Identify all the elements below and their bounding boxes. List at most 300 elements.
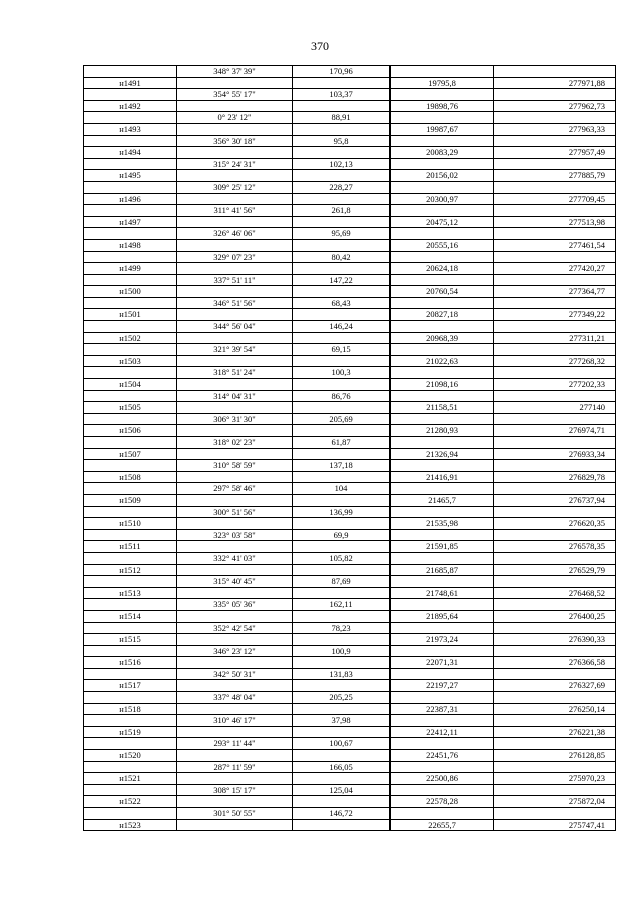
x-cell-empty — [391, 761, 494, 773]
x-cell-empty — [391, 784, 494, 796]
x-coordinate: 19898,76 — [391, 100, 494, 112]
length-cell-empty — [293, 634, 390, 646]
length-cell-empty — [293, 518, 390, 530]
x-coordinate: 22451,76 — [391, 750, 494, 762]
segment-row — [84, 761, 616, 773]
x-cell-empty — [391, 668, 494, 680]
angle-cell-empty — [177, 425, 293, 437]
point-row — [84, 448, 616, 460]
y-coordinate: 277513,98 — [494, 216, 616, 228]
x-coordinate: 20300,97 — [391, 193, 494, 205]
direction-angle: 346° 51' 56" — [177, 297, 293, 309]
y-coordinate: 277957,49 — [494, 147, 616, 159]
angle-cell-empty — [177, 819, 293, 831]
y-cell-empty — [494, 668, 616, 680]
angle-cell-empty — [177, 541, 293, 553]
direction-angle: 297° 58' 46" — [177, 483, 293, 495]
point-cell-empty — [84, 66, 177, 78]
x-coordinate: 21973,24 — [391, 634, 494, 646]
point-cell-empty — [84, 437, 177, 449]
direction-angle: 337° 51' 11" — [177, 274, 293, 286]
point-id: н1504 — [84, 379, 177, 391]
point-row — [84, 680, 616, 692]
direction-angle: 314° 04' 31" — [177, 390, 293, 402]
x-coordinate: 20968,39 — [391, 332, 494, 344]
segment-row — [84, 158, 616, 170]
point-row — [84, 471, 616, 483]
x-coordinate: 22578,28 — [391, 796, 494, 808]
point-row — [84, 634, 616, 646]
angle-cell-empty — [177, 379, 293, 391]
direction-angle: 348° 37' 39" — [177, 66, 293, 78]
x-coordinate: 21685,87 — [391, 564, 494, 576]
angle-cell-empty — [177, 123, 293, 135]
x-cell-empty — [391, 599, 494, 611]
point-id: н1519 — [84, 726, 177, 738]
point-row — [84, 750, 616, 762]
point-cell-empty — [84, 599, 177, 611]
point-cell-empty — [84, 784, 177, 796]
point-row — [84, 123, 616, 135]
length-cell-empty — [293, 263, 390, 275]
direction-angle: 308° 15' 17" — [177, 784, 293, 796]
point-id: н1502 — [84, 332, 177, 344]
point-row — [84, 610, 616, 622]
y-coordinate: 277140 — [494, 402, 616, 414]
x-cell-empty — [391, 437, 494, 449]
y-cell-empty — [494, 89, 616, 101]
direction-angle: 301° 50' 55" — [177, 808, 293, 820]
y-coordinate: 276221,38 — [494, 726, 616, 738]
point-id: н1522 — [84, 796, 177, 808]
x-coordinate: 20156,02 — [391, 170, 494, 182]
length-cell-empty — [293, 77, 390, 89]
y-coordinate: 276974,71 — [494, 425, 616, 437]
direction-angle: 287° 11' 59" — [177, 761, 293, 773]
x-cell-empty — [391, 483, 494, 495]
angle-cell-empty — [177, 332, 293, 344]
point-id: н1516 — [84, 657, 177, 669]
y-cell-empty — [494, 297, 616, 309]
segment-row — [84, 251, 616, 263]
point-row — [84, 425, 616, 437]
point-cell-empty — [84, 321, 177, 333]
direction-angle: 300° 51' 56" — [177, 506, 293, 518]
angle-cell-empty — [177, 216, 293, 228]
segment-row — [84, 367, 616, 379]
x-coordinate: 21535,98 — [391, 518, 494, 530]
point-id: н1501 — [84, 309, 177, 321]
segment-length: 100,9 — [293, 645, 390, 657]
length-cell-empty — [293, 170, 390, 182]
angle-cell-empty — [177, 634, 293, 646]
segment-row — [84, 344, 616, 356]
x-cell-empty — [391, 135, 494, 147]
y-coordinate: 276128,85 — [494, 750, 616, 762]
point-row — [84, 286, 616, 298]
length-cell-empty — [293, 216, 390, 228]
y-coordinate: 276620,35 — [494, 518, 616, 530]
x-cell-empty — [391, 622, 494, 634]
y-coordinate: 276578,35 — [494, 541, 616, 553]
x-cell-empty — [391, 576, 494, 588]
x-cell-empty — [391, 390, 494, 402]
segment-row — [84, 506, 616, 518]
x-cell-empty — [391, 738, 494, 750]
point-cell-empty — [84, 181, 177, 193]
y-coordinate: 275872,04 — [494, 796, 616, 808]
y-coordinate: 276468,52 — [494, 587, 616, 599]
segment-length: 87,69 — [293, 576, 390, 588]
segment-row — [84, 622, 616, 634]
length-cell-empty — [293, 123, 390, 135]
point-id: н1512 — [84, 564, 177, 576]
angle-cell-empty — [177, 355, 293, 367]
point-id: н1498 — [84, 239, 177, 251]
point-row — [84, 239, 616, 251]
angle-cell-empty — [177, 680, 293, 692]
y-cell-empty — [494, 738, 616, 750]
angle-cell-empty — [177, 100, 293, 112]
segment-length: 170,96 — [293, 66, 390, 78]
x-cell-empty — [391, 158, 494, 170]
point-row — [84, 726, 616, 738]
y-coordinate: 277202,33 — [494, 379, 616, 391]
segment-length: 146,24 — [293, 321, 390, 333]
segment-length: 88,91 — [293, 112, 390, 124]
y-coordinate: 276250,14 — [494, 703, 616, 715]
x-coordinate: 21022,63 — [391, 355, 494, 367]
x-coordinate: 22412,11 — [391, 726, 494, 738]
segment-length: 228,27 — [293, 181, 390, 193]
segment-length: 61,87 — [293, 437, 390, 449]
x-coordinate: 22071,31 — [391, 657, 494, 669]
y-cell-empty — [494, 66, 616, 78]
angle-cell-empty — [177, 193, 293, 205]
point-cell-empty — [84, 344, 177, 356]
point-row — [84, 77, 616, 89]
point-id: н1518 — [84, 703, 177, 715]
y-cell-empty — [494, 112, 616, 124]
point-cell-empty — [84, 622, 177, 634]
point-row — [84, 494, 616, 506]
point-row — [84, 402, 616, 414]
x-coordinate: 19987,67 — [391, 123, 494, 135]
segment-length: 136,99 — [293, 506, 390, 518]
point-row — [84, 332, 616, 344]
y-coordinate: 277420,27 — [494, 263, 616, 275]
x-coordinate: 21280,93 — [391, 425, 494, 437]
y-cell-empty — [494, 135, 616, 147]
angle-cell-empty — [177, 587, 293, 599]
x-cell-empty — [391, 181, 494, 193]
segment-row — [84, 321, 616, 333]
direction-angle: 315° 24' 31" — [177, 158, 293, 170]
segment-row — [84, 135, 616, 147]
x-cell-empty — [391, 645, 494, 657]
length-cell-empty — [293, 819, 390, 831]
angle-cell-empty — [177, 726, 293, 738]
length-cell-empty — [293, 750, 390, 762]
x-coordinate: 21326,94 — [391, 448, 494, 460]
x-coordinate: 21748,61 — [391, 587, 494, 599]
segment-row — [84, 390, 616, 402]
direction-angle: 323° 03' 58" — [177, 529, 293, 541]
y-cell-empty — [494, 576, 616, 588]
x-coordinate: 21416,91 — [391, 471, 494, 483]
length-cell-empty — [293, 726, 390, 738]
y-coordinate: 276737,94 — [494, 494, 616, 506]
point-id: н1496 — [84, 193, 177, 205]
y-coordinate: 277349,22 — [494, 309, 616, 321]
segment-row — [84, 228, 616, 240]
point-cell-empty — [84, 367, 177, 379]
x-coordinate: 21098,16 — [391, 379, 494, 391]
y-coordinate: 276529,79 — [494, 564, 616, 576]
x-cell-empty — [391, 251, 494, 263]
point-cell-empty — [84, 483, 177, 495]
segment-length: 69,15 — [293, 344, 390, 356]
segment-length: 102,13 — [293, 158, 390, 170]
length-cell-empty — [293, 193, 390, 205]
length-cell-empty — [293, 564, 390, 576]
y-coordinate: 276933,34 — [494, 448, 616, 460]
length-cell-empty — [293, 587, 390, 599]
point-cell-empty — [84, 413, 177, 425]
coordinates-table — [83, 65, 616, 831]
point-cell-empty — [84, 251, 177, 263]
point-row — [84, 216, 616, 228]
y-cell-empty — [494, 622, 616, 634]
direction-angle: 352° 42' 54" — [177, 622, 293, 634]
point-id: н1520 — [84, 750, 177, 762]
segment-row — [84, 66, 616, 78]
point-id: н1517 — [84, 680, 177, 692]
direction-angle: 326° 46' 06" — [177, 228, 293, 240]
segment-length: 80,42 — [293, 251, 390, 263]
segment-row — [84, 437, 616, 449]
segment-row — [84, 205, 616, 217]
point-row — [84, 379, 616, 391]
y-cell-empty — [494, 552, 616, 564]
segment-row — [84, 645, 616, 657]
direction-angle: 337° 48' 04" — [177, 692, 293, 704]
segment-length: 137,18 — [293, 460, 390, 472]
point-id: н1499 — [84, 263, 177, 275]
point-id: н1491 — [84, 77, 177, 89]
y-cell-empty — [494, 321, 616, 333]
direction-angle: 293° 11' 44" — [177, 738, 293, 750]
segment-row — [84, 576, 616, 588]
x-coordinate: 20760,54 — [391, 286, 494, 298]
direction-angle: 310° 58' 59" — [177, 460, 293, 472]
point-row — [84, 703, 616, 715]
length-cell-empty — [293, 773, 390, 785]
point-id: н1509 — [84, 494, 177, 506]
point-row — [84, 518, 616, 530]
segment-row — [84, 692, 616, 704]
length-cell-empty — [293, 796, 390, 808]
x-cell-empty — [391, 89, 494, 101]
direction-angle: 354° 55' 17" — [177, 89, 293, 101]
x-cell-empty — [391, 506, 494, 518]
y-coordinate: 277311,21 — [494, 332, 616, 344]
y-cell-empty — [494, 413, 616, 425]
segment-row — [84, 668, 616, 680]
y-cell-empty — [494, 715, 616, 727]
segment-length: 205,69 — [293, 413, 390, 425]
y-cell-empty — [494, 599, 616, 611]
y-cell-empty — [494, 692, 616, 704]
segment-length: 166,05 — [293, 761, 390, 773]
y-cell-empty — [494, 251, 616, 263]
length-cell-empty — [293, 494, 390, 506]
point-cell-empty — [84, 529, 177, 541]
x-cell-empty — [391, 274, 494, 286]
point-id: н1503 — [84, 355, 177, 367]
y-cell-empty — [494, 205, 616, 217]
angle-cell-empty — [177, 750, 293, 762]
length-cell-empty — [293, 680, 390, 692]
y-cell-empty — [494, 761, 616, 773]
x-coordinate: 20555,16 — [391, 239, 494, 251]
direction-angle: 356° 30' 18" — [177, 135, 293, 147]
segment-length: 131,83 — [293, 668, 390, 680]
length-cell-empty — [293, 541, 390, 553]
segment-length: 100,3 — [293, 367, 390, 379]
segment-length: 95,8 — [293, 135, 390, 147]
point-row — [84, 263, 616, 275]
length-cell-empty — [293, 703, 390, 715]
point-cell-empty — [84, 158, 177, 170]
x-cell-empty — [391, 344, 494, 356]
segment-row — [84, 274, 616, 286]
x-coordinate: 21895,64 — [391, 610, 494, 622]
point-cell-empty — [84, 112, 177, 124]
y-coordinate: 275970,23 — [494, 773, 616, 785]
point-cell-empty — [84, 645, 177, 657]
point-id: н1510 — [84, 518, 177, 530]
segment-length: 205,25 — [293, 692, 390, 704]
length-cell-empty — [293, 332, 390, 344]
segment-row — [84, 529, 616, 541]
point-cell-empty — [84, 576, 177, 588]
point-cell-empty — [84, 715, 177, 727]
x-coordinate: 20827,18 — [391, 309, 494, 321]
direction-angle: 342° 50' 31" — [177, 668, 293, 680]
x-cell-empty — [391, 413, 494, 425]
y-cell-empty — [494, 483, 616, 495]
y-coordinate: 277963,33 — [494, 123, 616, 135]
direction-angle: 311° 41' 56" — [177, 205, 293, 217]
y-coordinate: 276829,78 — [494, 471, 616, 483]
x-coordinate: 22655,7 — [391, 819, 494, 831]
point-row — [84, 657, 616, 669]
point-row — [84, 587, 616, 599]
segment-length: 86,76 — [293, 390, 390, 402]
point-cell-empty — [84, 274, 177, 286]
point-id: н1508 — [84, 471, 177, 483]
angle-cell-empty — [177, 448, 293, 460]
page-number: 370 — [311, 39, 329, 53]
point-id: н1500 — [84, 286, 177, 298]
segment-length: 68,43 — [293, 297, 390, 309]
point-cell-empty — [84, 761, 177, 773]
y-cell-empty — [494, 437, 616, 449]
point-row — [84, 564, 616, 576]
y-cell-empty — [494, 506, 616, 518]
point-cell-empty — [84, 228, 177, 240]
direction-angle: 310° 46' 17" — [177, 715, 293, 727]
point-cell-empty — [84, 460, 177, 472]
segment-length: 37,98 — [293, 715, 390, 727]
x-cell-empty — [391, 808, 494, 820]
point-row — [84, 100, 616, 112]
point-cell-empty — [84, 297, 177, 309]
y-coordinate: 276400,25 — [494, 610, 616, 622]
length-cell-empty — [293, 286, 390, 298]
segment-length: 147,22 — [293, 274, 390, 286]
angle-cell-empty — [177, 239, 293, 251]
x-coordinate: 22387,31 — [391, 703, 494, 715]
point-id: н1494 — [84, 147, 177, 159]
point-id: н1521 — [84, 773, 177, 785]
length-cell-empty — [293, 100, 390, 112]
segment-length: 69,9 — [293, 529, 390, 541]
point-id: н1497 — [84, 216, 177, 228]
point-id: н1495 — [84, 170, 177, 182]
length-cell-empty — [293, 379, 390, 391]
segment-row — [84, 460, 616, 472]
point-cell-empty — [84, 135, 177, 147]
angle-cell-empty — [177, 610, 293, 622]
length-cell-empty — [293, 239, 390, 251]
x-cell-empty — [391, 321, 494, 333]
point-cell-empty — [84, 552, 177, 564]
angle-cell-empty — [177, 703, 293, 715]
point-cell-empty — [84, 738, 177, 750]
segment-length: 95,69 — [293, 228, 390, 240]
angle-cell-empty — [177, 263, 293, 275]
length-cell-empty — [293, 425, 390, 437]
y-cell-empty — [494, 228, 616, 240]
y-coordinate: 277268,32 — [494, 355, 616, 367]
point-row — [84, 193, 616, 205]
y-coordinate: 276390,33 — [494, 634, 616, 646]
y-coordinate: 277709,45 — [494, 193, 616, 205]
angle-cell-empty — [177, 77, 293, 89]
y-cell-empty — [494, 645, 616, 657]
length-cell-empty — [293, 355, 390, 367]
segment-length: 146,72 — [293, 808, 390, 820]
angle-cell-empty — [177, 170, 293, 182]
y-cell-empty — [494, 529, 616, 541]
y-cell-empty — [494, 344, 616, 356]
x-coordinate: 21591,85 — [391, 541, 494, 553]
segment-row — [84, 599, 616, 611]
point-row — [84, 355, 616, 367]
point-cell-empty — [84, 205, 177, 217]
y-cell-empty — [494, 181, 616, 193]
segment-row — [84, 808, 616, 820]
x-cell-empty — [391, 367, 494, 379]
segment-length: 100,67 — [293, 738, 390, 750]
direction-angle: 0° 23' 12" — [177, 112, 293, 124]
x-cell-empty — [391, 66, 494, 78]
direction-angle: 332° 41' 03" — [177, 552, 293, 564]
angle-cell-empty — [177, 471, 293, 483]
point-row — [84, 796, 616, 808]
